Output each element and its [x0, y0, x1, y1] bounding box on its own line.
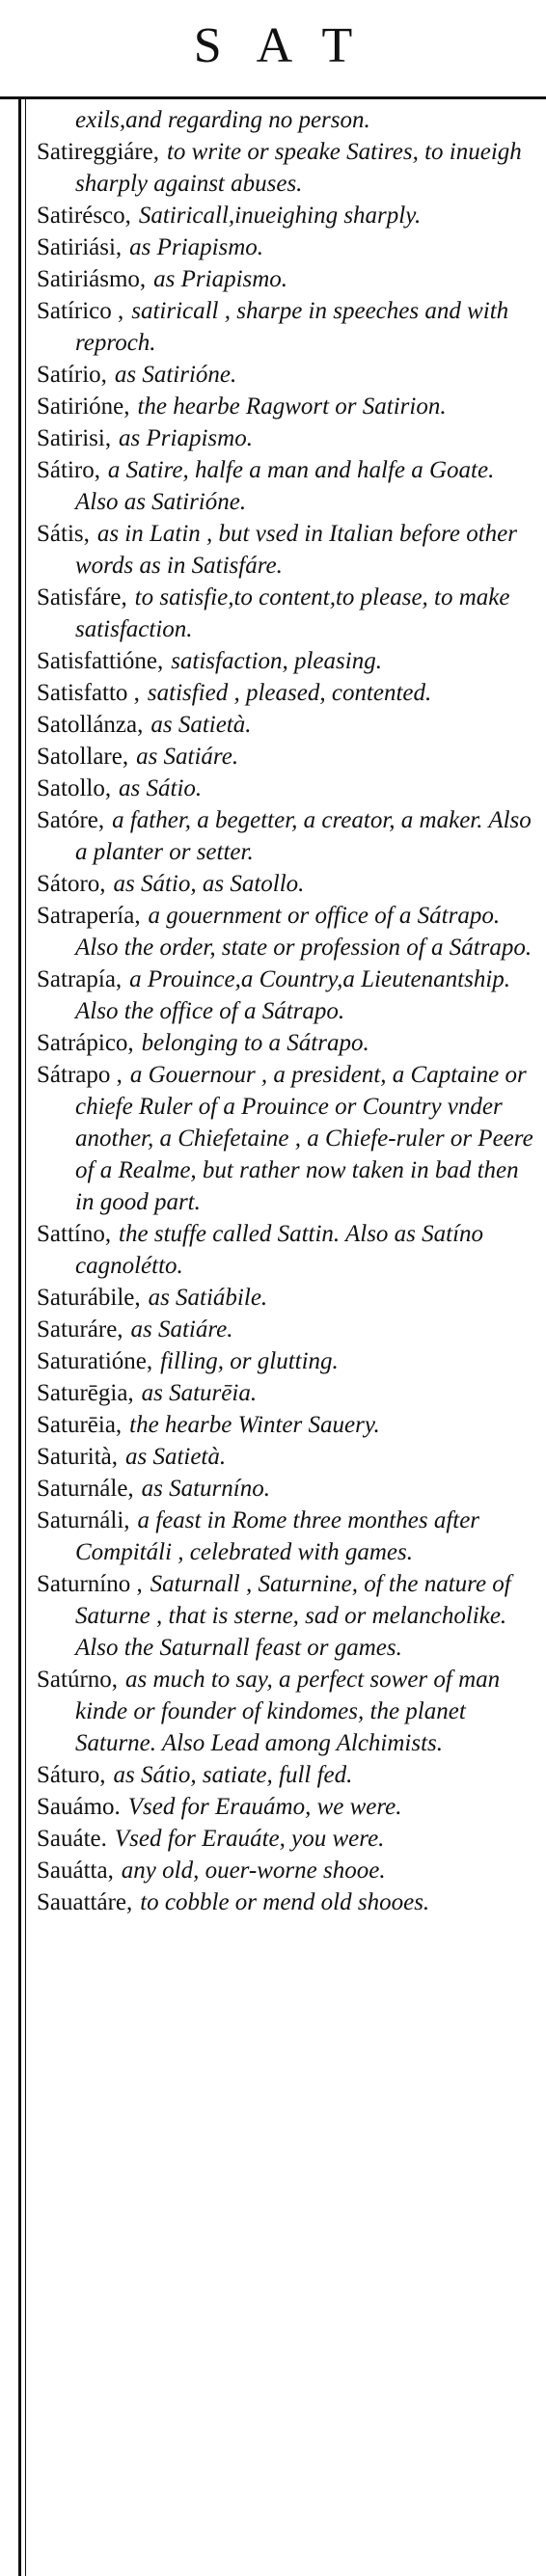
entry-headword: Saturità, — [37, 1444, 119, 1470]
dictionary-entry — [37, 1314, 538, 1345]
dictionary-entry — [37, 773, 538, 804]
entry-definition: satisfied , pleased, contented. — [147, 680, 432, 706]
entry-headword: Satirisi, — [37, 425, 112, 451]
entry-definition: satisfaction, pleasing. — [171, 648, 382, 674]
dictionary-entry — [37, 454, 538, 518]
dictionary-entry — [37, 1027, 538, 1059]
entry-headword: Sátis, — [37, 521, 90, 547]
dictionary-entry — [37, 1441, 538, 1473]
entry-definition: to write or speake Satires, to inueigh sharply against abuses. — [75, 139, 522, 197]
entry-definition: as Satiáre. — [136, 744, 239, 770]
dictionary-entry — [37, 359, 538, 391]
entry-headword: Sátiro, — [37, 457, 100, 483]
entry-definition: as Satietà. — [124, 1444, 227, 1470]
entry-definition: as Saturēia. — [141, 1380, 258, 1406]
column-rule-thick — [18, 99, 21, 2576]
entry-headword: Satollare, — [37, 744, 129, 770]
entry-headword: Satireggiáre, — [37, 139, 160, 165]
entry-headword: Satúrno, — [37, 1667, 119, 1693]
entry-definition: Vsed for Erauámo, we were. — [127, 1794, 402, 1820]
entry-definition: as much to say, a perfect sower of man kinde or founder of kindomes, the planet Saturne. Also Lead among Alchimists. — [75, 1667, 501, 1756]
entry-headword: Saturnáli, — [37, 1507, 130, 1533]
entry-headword: Satisfatto , — [37, 680, 140, 706]
entry-definition: any old, ouer-worne shooe. — [121, 1857, 386, 1884]
entry-definition: a gouernment or office of a Sátrapo. Also the order, state or profession of a Sátrapo. — [75, 903, 532, 961]
entry-headword: Saturáre, — [37, 1316, 123, 1342]
entry-headword: Satirésco, — [37, 203, 131, 229]
dictionary-entry — [37, 295, 538, 359]
entry-definition: a feast in Rome three monthes after Compitáli , celebrated with games. — [75, 1507, 480, 1565]
dictionary-entry — [37, 1218, 538, 1282]
entry-definition: as Priapismo. — [129, 234, 264, 260]
dictionary-entry — [37, 1345, 538, 1377]
dictionary-entry — [37, 804, 538, 868]
entry-definition: as Satietà. — [150, 712, 252, 738]
entry-headword: Satiriási, — [37, 234, 123, 260]
entry-headword: Sáturo, — [37, 1762, 106, 1788]
entry-headword: Saturēia, — [37, 1412, 123, 1438]
dictionary-entry — [37, 1282, 538, 1314]
entry-headword: Saturníno , — [37, 1571, 143, 1597]
dictionary-entry — [37, 263, 538, 295]
dictionary-entry — [37, 1759, 538, 1791]
entry-headword: Sátoro, — [37, 871, 106, 897]
entry-definition: a father, a begetter, a creator, a maker. Also a planter or setter. — [75, 807, 532, 865]
entry-headword: Sauámo. — [37, 1794, 121, 1820]
entry-definition: to satisfie,to content,to please, to make satisfaction. — [75, 584, 510, 642]
entry-definition: satiricall , sharpe in speeches and with reproch. — [75, 298, 509, 356]
entry-headword: Sátrapo , — [37, 1062, 123, 1088]
entry-headword: Sauátta, — [37, 1857, 114, 1884]
dictionary-entry — [37, 518, 538, 582]
entry-headword: Satrapía, — [37, 966, 123, 992]
entry-headword: Satiriásmo, — [37, 266, 147, 292]
dictionary-entry — [37, 1886, 538, 1918]
entry-headword: Satírio, — [37, 362, 107, 388]
dictionary-entry — [37, 677, 538, 709]
entry-headword: Satóre, — [37, 807, 105, 833]
entry-headword: Satírico , — [37, 298, 124, 324]
entry-definition: exils,and regarding no person. — [75, 107, 370, 133]
entry-headword: Satrapería, — [37, 903, 141, 929]
entry-definition: belonging to a Sátrapo. — [141, 1030, 369, 1056]
entry-definition: a Satire, halfe a man and halfe a Goate. Also as Satirióne. — [75, 457, 495, 515]
entry-headword: Satrápico, — [37, 1030, 134, 1056]
dictionary-entry — [37, 1664, 538, 1759]
entry-definition: as Satiábile. — [148, 1285, 268, 1311]
entry-headword: Sauattáre, — [37, 1889, 133, 1915]
entry-definition: a Prouince,a Country,a Lieutenantship. Also the office of a Sátrapo. — [75, 966, 511, 1024]
entry-headword: Satisfáre, — [37, 584, 127, 610]
entry-definition: a Gouernour , a president, a Captaine or chiefe Ruler of a Prouince or Country vnder another, a Chiefetaine , a Chiefe-ruler or Peere of a Realme, but rather now taken in bad then in good part. — [75, 1062, 533, 1215]
dictionary-entry — [37, 136, 538, 200]
entry-definition: as Saturníno. — [141, 1476, 270, 1502]
entry-definition: Vsed for Erauáte, you were. — [114, 1826, 385, 1852]
entry-definition: as Priapismo. — [119, 425, 253, 451]
dictionary-entry — [37, 1568, 538, 1664]
entry-headword: Saturábile, — [37, 1285, 141, 1311]
dictionary-entry — [37, 900, 538, 963]
entry-definition: the hearbe Winter Sauery. — [129, 1412, 380, 1438]
dictionary-entry — [37, 1409, 538, 1441]
entry-headword: Saturatióne, — [37, 1348, 153, 1374]
dictionary-entry — [37, 231, 538, 263]
dictionary-entry — [37, 104, 538, 136]
dictionary-entry — [37, 709, 538, 741]
entry-definition: as Sátio, satiate, full fed. — [113, 1762, 353, 1788]
dictionary-entry — [37, 645, 538, 677]
entry-definition: as Priapismo. — [153, 266, 288, 292]
entry-headword: Satollánza, — [37, 712, 144, 738]
dictionary-entry — [37, 741, 538, 773]
dictionary-entry — [37, 1791, 538, 1823]
entry-definition: Saturnall , Saturnine, of the nature of Saturne , that is sterne, sad or melancholike. Also the Saturnall feast or games. — [75, 1571, 511, 1661]
entry-column — [37, 104, 538, 2570]
entry-headword: Sauáte. — [37, 1826, 107, 1852]
entry-definition: the stuffe called Sattin. Also as Satíno cagnolétto. — [75, 1221, 484, 1279]
entry-headword: Saturēgia, — [37, 1380, 134, 1406]
column-rule-thin — [25, 99, 26, 2576]
entry-definition: to cobble or mend old shooes. — [140, 1889, 430, 1915]
entry-headword: Satisfattióne, — [37, 648, 164, 674]
dictionary-entry — [37, 1059, 538, 1218]
dictionary-entry — [37, 582, 538, 645]
page-header-title: SAT — [193, 18, 388, 73]
dictionary-entry — [37, 200, 538, 231]
entry-definition: the hearbe Ragwort or Satirion. — [137, 393, 447, 420]
dictionary-entry — [37, 1377, 538, 1409]
dictionary-entry — [37, 1823, 538, 1855]
entry-definition: filling, or glutting. — [160, 1348, 339, 1374]
dictionary-entry — [37, 1473, 538, 1505]
header-rule — [0, 96, 546, 99]
entry-headword: Sattíno, — [37, 1221, 112, 1247]
dictionary-entry — [37, 868, 538, 900]
entry-definition: as Sátio, as Satollo. — [113, 871, 305, 897]
dictionary-entry — [37, 391, 538, 422]
dictionary-entry — [37, 1855, 538, 1886]
entry-headword: Saturnále, — [37, 1476, 134, 1502]
dictionary-entry — [37, 1505, 538, 1568]
entry-headword: Satirióne, — [37, 393, 130, 420]
entry-definition: as Sátio. — [119, 775, 203, 801]
entry-definition: Satiricall,inueighing sharply. — [138, 203, 422, 229]
entry-definition: as in Latin , but vsed in Italian before other words as in Satisfáre. — [75, 521, 517, 579]
dictionary-entry — [37, 422, 538, 454]
entry-headword: Satollo, — [37, 775, 112, 801]
entry-definition: as Satiáre. — [130, 1316, 233, 1342]
dictionary-entry — [37, 963, 538, 1027]
entry-definition: as Satirióne. — [114, 362, 237, 388]
